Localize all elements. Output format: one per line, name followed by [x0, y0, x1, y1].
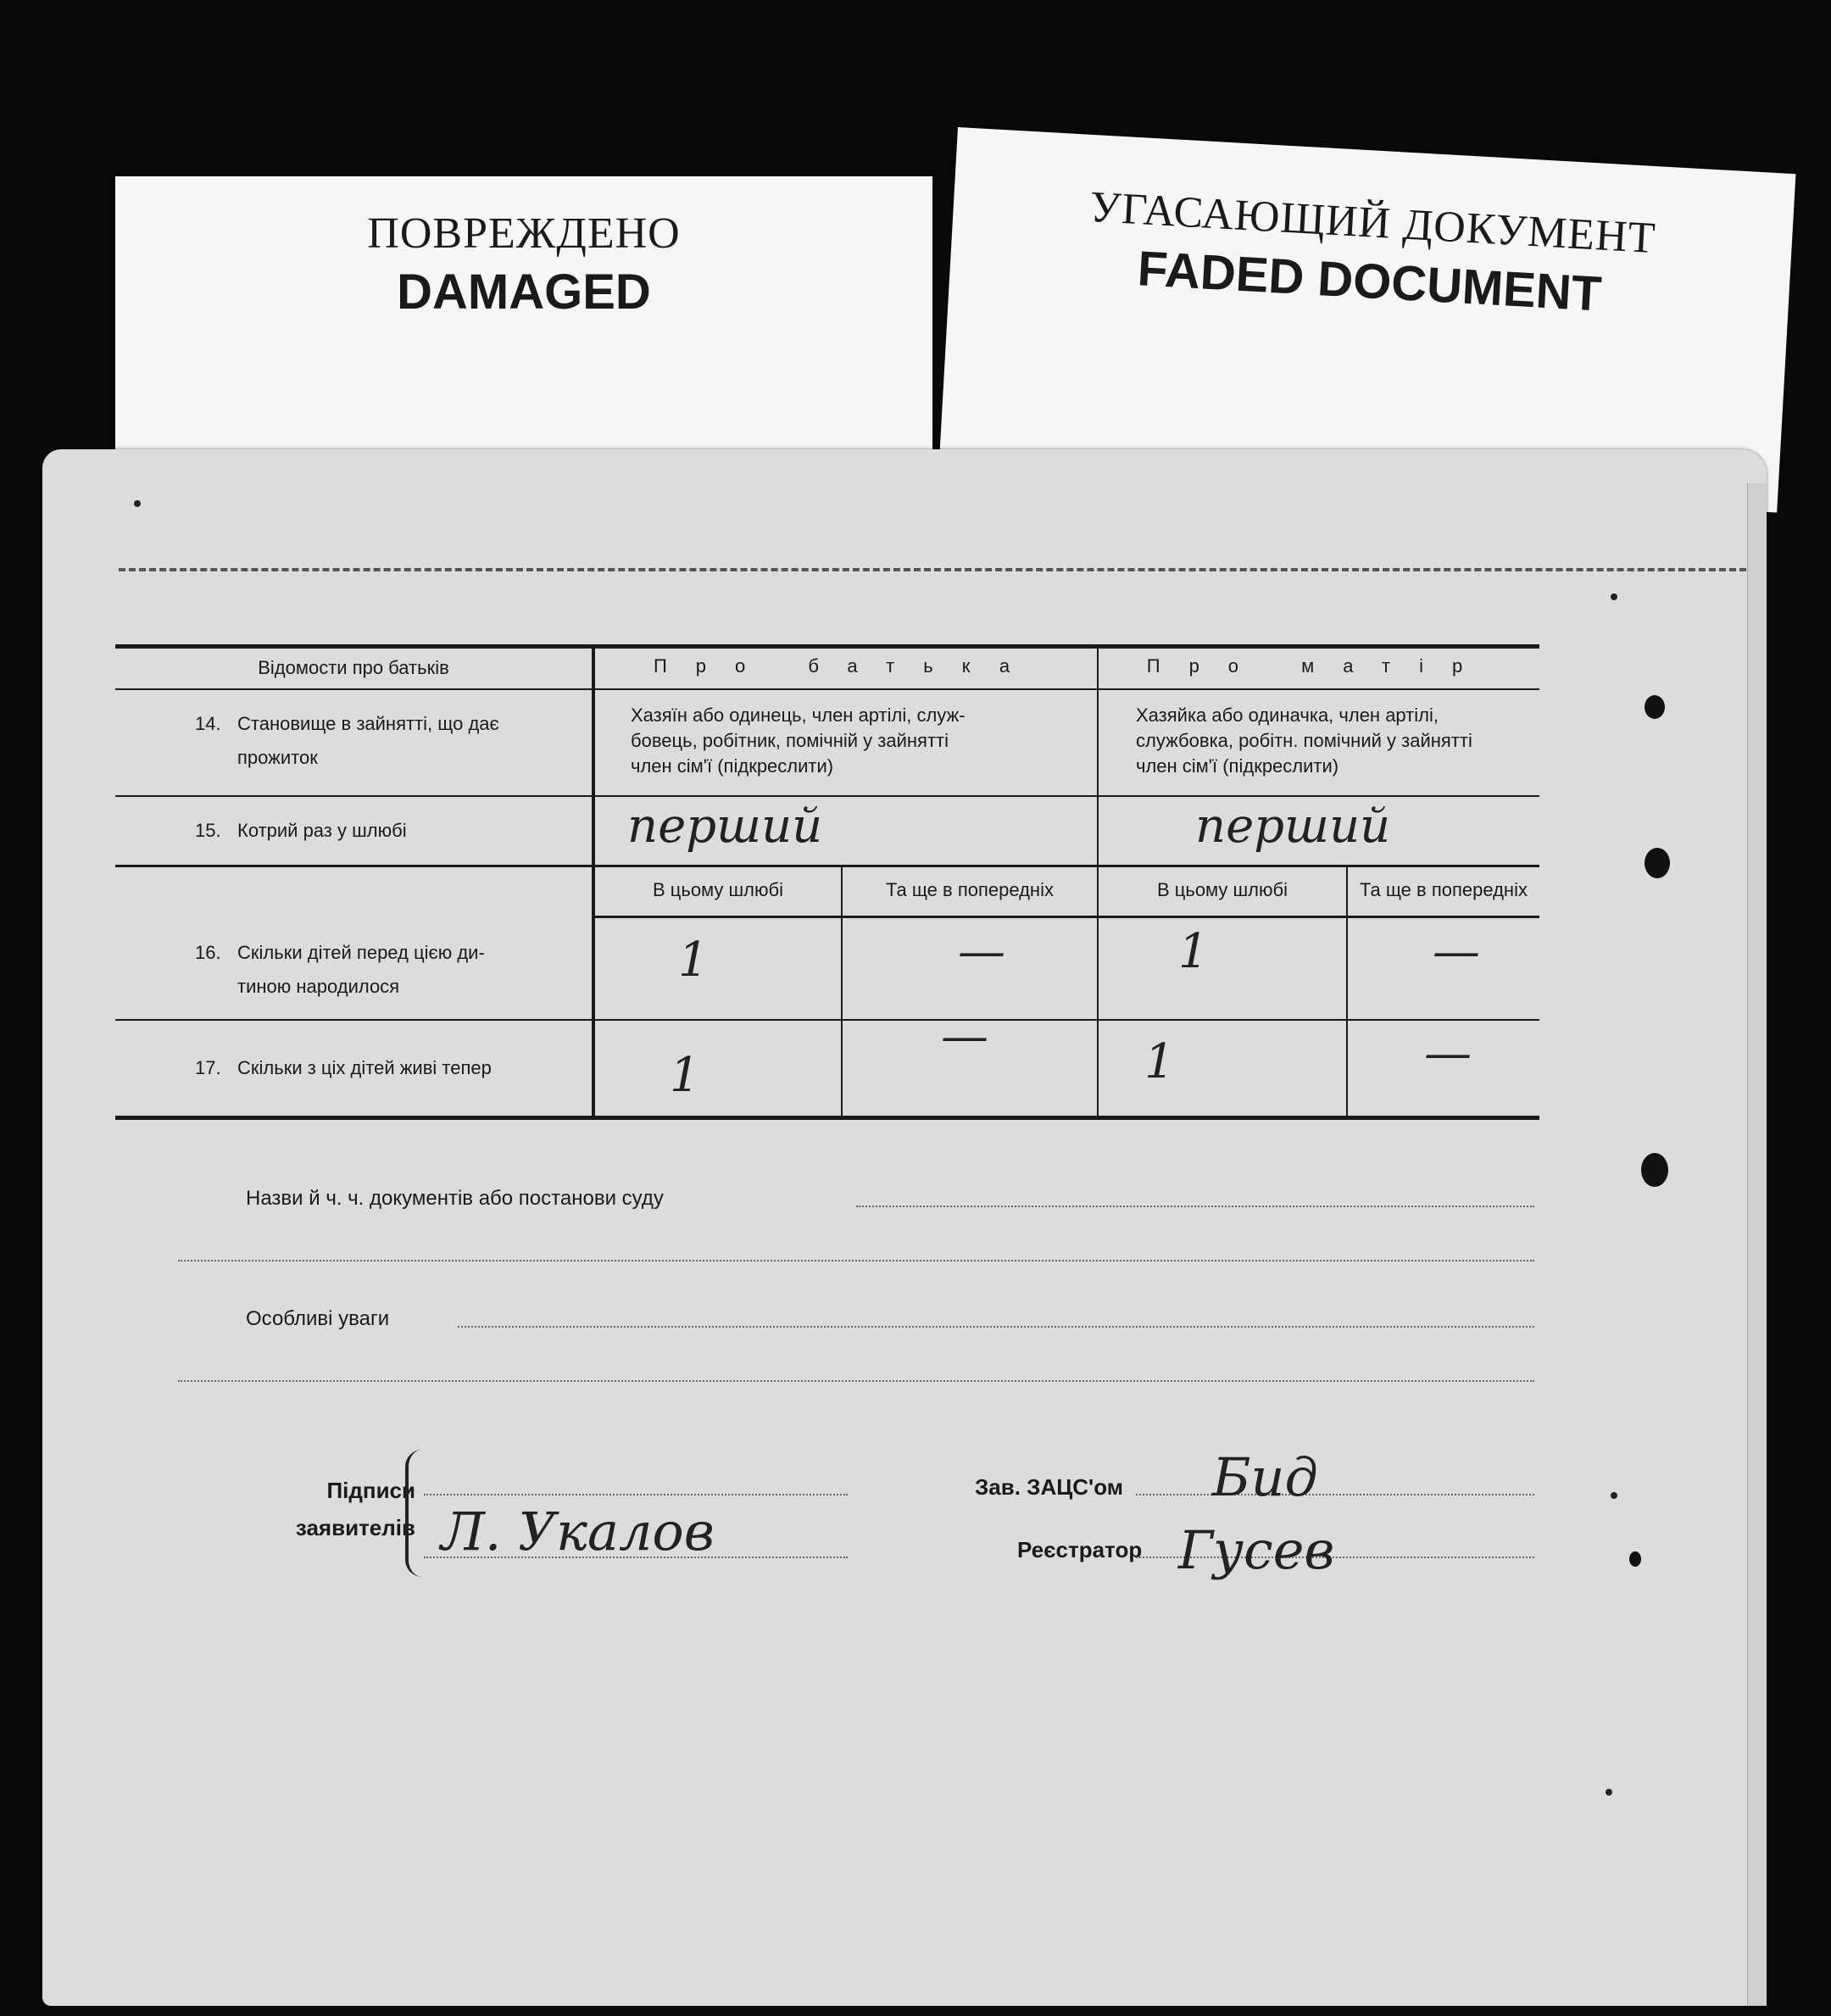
binding-hole — [1645, 848, 1670, 878]
row15-father-handwritten: перший — [627, 799, 823, 854]
row14-mother-line3: член сім'ї (підкреслити) — [1136, 755, 1339, 777]
row17-mother-this: 1 — [1144, 1034, 1175, 1089]
head-label: Зав. ЗАЦС'ом — [975, 1474, 1123, 1500]
registrar-signature: Гусев — [1178, 1519, 1335, 1581]
row14-father-line1: Хазяїн або одинець, член артілі, служ- — [631, 704, 966, 726]
header-mother: Про матір — [1146, 655, 1492, 677]
table-line — [115, 795, 1539, 797]
row16-number: 16. — [195, 942, 221, 963]
applicant-signature: Л. Укалов — [441, 1501, 715, 1562]
faded-label-en: FADED DOCUMENT — [1136, 241, 1603, 322]
applicants-signatures-label-line1: Підписи — [326, 1478, 415, 1503]
faded-label-ru: УГАСАЮЩИЙ ДОКУМЕНТ — [1088, 182, 1657, 264]
row17-father-prev: — — [941, 1009, 988, 1064]
row17-father-this: 1 — [670, 1048, 700, 1103]
documents-label: Назви й ч. ч. документів або постанови суду — [246, 1187, 664, 1210]
punch-mark — [1611, 593, 1617, 600]
punch-mark — [1611, 1492, 1617, 1499]
row15-label: Котрий раз у шлюбі — [237, 820, 407, 841]
table-line — [115, 688, 1539, 690]
subheader-mother-previous: Та ще в попередніх — [1360, 879, 1528, 900]
head-signature: Бид — [1212, 1446, 1318, 1508]
binding-hole — [1629, 1551, 1641, 1567]
row14-mother-line1: Хазяйка або одиначка, член артілі, — [1136, 704, 1439, 726]
applicants-signatures-label-line2: заявителів — [295, 1515, 415, 1540]
table-line — [595, 916, 1539, 918]
documents-fill-line-2 — [178, 1260, 1534, 1261]
binding-hole — [1641, 1153, 1668, 1187]
table-top-border — [115, 644, 1539, 649]
signatures-brace — [405, 1450, 426, 1577]
row14-number: 14. — [195, 713, 221, 734]
row14-mother-line2: службовка, робітн. помічний у зайнятті — [1136, 730, 1472, 751]
damaged-label-card — [115, 176, 932, 465]
row16-label-line2: тиною народилося — [237, 976, 400, 997]
notes-label: Особливі уваги — [246, 1307, 390, 1330]
subheader-mother-this-marriage: В цьому шлюбі — [1156, 879, 1288, 900]
subheader-father-this-marriage: В цьому шлюбі — [652, 879, 784, 900]
row15-number: 15. — [195, 820, 221, 841]
header-father: Про батька — [653, 655, 1039, 677]
row14-father-line2: бовець, робітник, помічній у зайнятті — [631, 730, 949, 751]
damaged-label-ru: ПОВРЕЖДЕНО — [367, 209, 681, 258]
row17-label: Скільки з ціх дітей живі тепер — [237, 1057, 492, 1078]
row16-mother-prev: — — [1433, 924, 1480, 979]
row14-label-line1: Становище в зайнятті, що дає — [237, 713, 499, 734]
registration-form-sheet — [42, 449, 1767, 2006]
notes-fill-line-2 — [178, 1380, 1534, 1382]
head-signature-line — [1136, 1494, 1534, 1495]
row17-mother-prev: — — [1424, 1026, 1472, 1081]
table-bottom-border — [115, 1116, 1539, 1120]
notes-fill-line — [458, 1326, 1534, 1328]
punch-mark — [1606, 1789, 1612, 1796]
registrar-label: Реєстратор — [1017, 1537, 1143, 1562]
row14-father-line3: член сім'ї (підкреслити) — [631, 755, 834, 777]
punch-mark — [134, 500, 141, 507]
row16-father-prev: — — [958, 924, 1005, 979]
documents-fill-line — [856, 1206, 1534, 1207]
subheader-father-previous: Та ще в попередніх — [886, 879, 1054, 900]
perforation-line — [119, 568, 1746, 571]
row17-number: 17. — [195, 1057, 221, 1078]
table-column-divider — [1346, 866, 1348, 1117]
row16-label-line1: Скільки дітей перед цією ди- — [237, 942, 485, 963]
row16-father-this: 1 — [678, 933, 709, 988]
table-column-divider — [841, 866, 843, 1117]
binding-hole — [1645, 695, 1665, 719]
row16-mother-this: 1 — [1178, 924, 1209, 979]
table-line — [115, 1019, 1539, 1021]
damaged-label-en: DAMAGED — [397, 265, 651, 320]
header-parents-info: Відомости про батьків — [258, 657, 449, 678]
row14-label-line2: прожиток — [237, 747, 318, 768]
row15-mother-handwritten: перший — [1195, 799, 1391, 854]
table-line — [115, 865, 1539, 867]
applicant-signature-line — [424, 1494, 848, 1495]
